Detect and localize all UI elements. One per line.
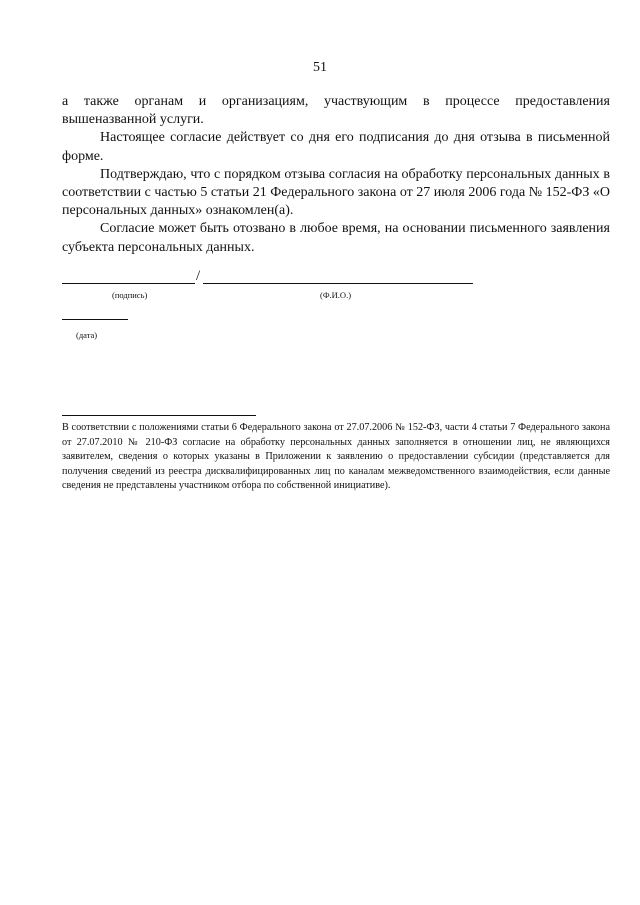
signature-caption: (подпись) — [112, 290, 148, 300]
signature-row — [62, 267, 482, 285]
consent-body-text — [62, 93, 610, 257]
date-caption: (дата) — [76, 330, 98, 340]
paragraph-revocation: Согласие может быть отозвано в любое время, на основании письменного заявления субъекта персональных данных. — [62, 221, 610, 255]
footnote — [62, 421, 610, 494]
footnote-text: В соответствии с положениями статьи 6 Федерального закона от 27.07.2006 № 152-ФЗ, части 4 статьи 7 Федерального закона от 27.07.2010 № 210-ФЗ согласие на обработку персональных данных заполняется в отношении лиц, не являющихся заявителем, сведения о которых указаны в Приложении к заявлению о предоставлении субсидии (представляется для получения сведений из реестра дисквалифицированных лиц по каналам межведомственного взаимодействия, если данные сведения не представлены участником отбора по собственной инициативе). — [62, 422, 610, 492]
date-line — [62, 319, 128, 320]
page-number: 51 — [313, 60, 327, 75]
footnote-separator — [62, 415, 256, 416]
full-name-line — [203, 283, 473, 284]
paragraph-acknowledgement: Подтверждаю, что с порядком отзыва согласия на обработку персональных данных в соответствии с частью 5 статьи 21 Федерального закона от 27 июля 2006 года № 152-ФЗ «О персональных данных» ознакомлен(а). — [62, 166, 610, 219]
paragraph-validity: Настоящее согласие действует со дня его подписания до дня отзыва в письменной форме. — [62, 130, 610, 164]
signature-line — [62, 283, 195, 284]
full-name-caption: (Ф.И.О.) — [320, 290, 352, 300]
paragraph-recipients: а также органам и организациям, участвующим в процессе предоставления вышеназванной услуги. — [62, 94, 610, 128]
signature-separator: / — [196, 268, 201, 284]
